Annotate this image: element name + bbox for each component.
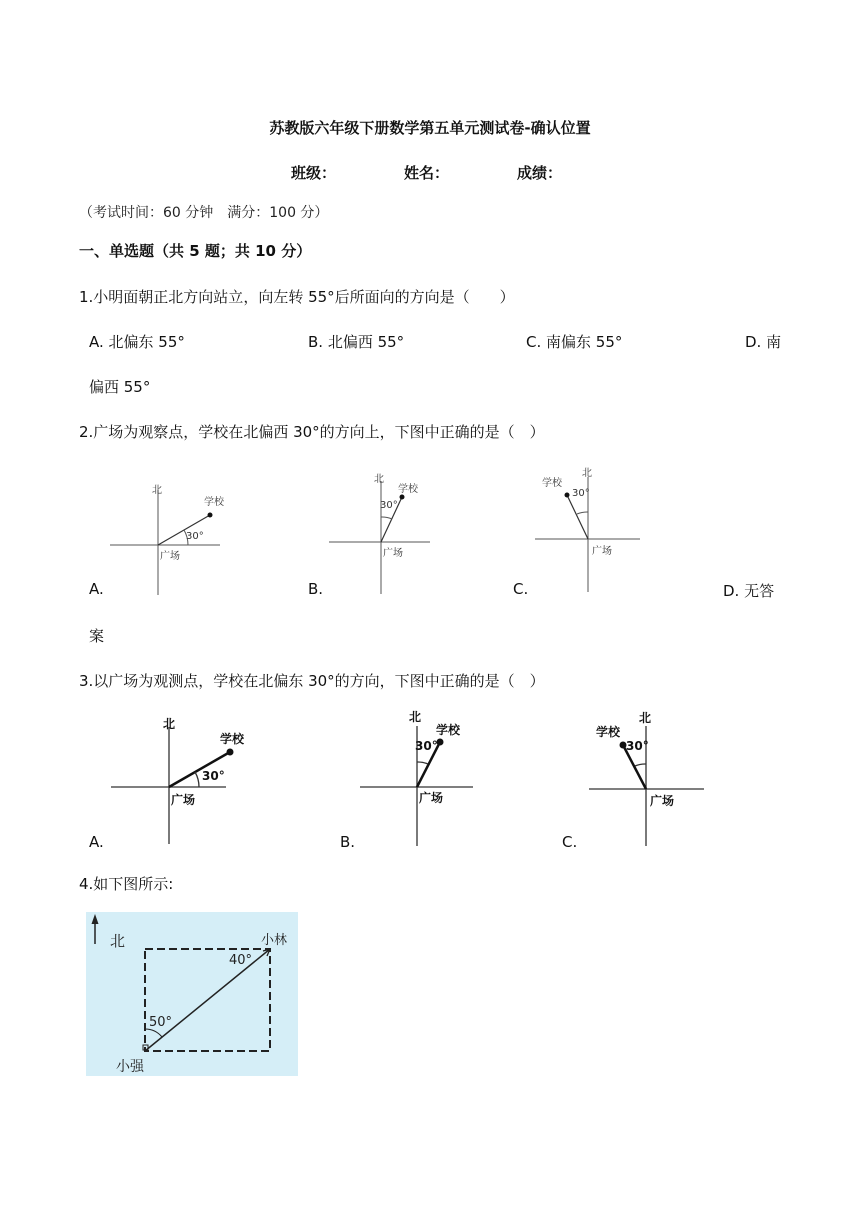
north-label: 北: [639, 711, 652, 725]
angle-label: 30°: [572, 488, 590, 499]
q1-option-a: A. 北偏东 55°: [89, 333, 185, 351]
north-label: 北: [152, 485, 162, 496]
q1-option-c: C. 南偏东 55°: [526, 333, 623, 351]
name-label: 姓名：: [404, 164, 450, 182]
q2-diagram-c: [532, 462, 644, 594]
q2-option-d: D. 无答: [723, 582, 775, 600]
exam-info: （考试时间：60 分钟 满分：100 分）: [79, 205, 329, 221]
square-label: 广场: [171, 793, 196, 807]
north-label: 北: [374, 474, 384, 485]
angle50-label: 50°: [149, 1015, 173, 1030]
section-heading: 一、单选题（共 5 题；共 10 分）: [79, 242, 312, 260]
north-label: 北: [110, 932, 126, 950]
question-2: 2.广场为观察点，学校在北偏西 30°的方向上，下图中正确的是（ ）: [79, 423, 545, 441]
school-label: 学校: [204, 497, 224, 508]
question-1: 1.小明面朝正北方向站立，向左转 55°后所面向的方向是（ ）: [79, 288, 515, 306]
q1-option-d: D. 南: [745, 333, 782, 351]
square-label: 广场: [160, 551, 180, 562]
q1-option-d-cont: 偏西 55°: [89, 378, 151, 396]
q4-diagram: [86, 912, 298, 1076]
school-label: 学校: [436, 723, 461, 737]
square-label: 广场: [650, 794, 675, 808]
class-label: 班级：: [291, 164, 337, 182]
angle-label: 30°: [186, 531, 204, 542]
q3-option-b: B.: [340, 833, 356, 851]
q2-option-a: A.: [89, 580, 104, 598]
angle40-label: 40°: [229, 953, 253, 968]
north-label: 北: [582, 468, 592, 479]
page-title: 苏教版六年级下册数学第五单元测试卷-确认位置: [269, 119, 591, 137]
school-label: 学校: [596, 725, 621, 739]
school-label: 学校: [542, 478, 562, 489]
square-label: 广场: [383, 548, 403, 559]
school-label: 学校: [220, 732, 245, 746]
north-label: 北: [409, 710, 422, 724]
angle-label: 30°: [202, 769, 225, 783]
q2-option-b: B.: [308, 580, 324, 598]
question-3: 3.以广场为观测点，学校在北偏东 30°的方向，下图中正确的是（ ）: [79, 672, 545, 690]
school-label: 学校: [398, 484, 418, 495]
angle-label: 30°: [415, 739, 438, 753]
xiaoqiang-label: 小强: [116, 1059, 144, 1075]
q3-diagram-c: [586, 706, 708, 848]
q3-diagram-b: [357, 706, 477, 848]
north-label: 北: [163, 717, 176, 731]
angle-label: 30°: [380, 500, 398, 511]
q1-option-b: B. 北偏西 55°: [308, 333, 405, 351]
q2-diagram-b: [326, 466, 436, 596]
question-4: 4.如下图所示:: [79, 875, 174, 893]
q2-diagram-a: [100, 470, 230, 598]
score-label: 成绩：: [517, 164, 563, 182]
q3-diagram-a: [108, 712, 250, 850]
square-label: 广场: [419, 791, 444, 805]
q3-option-c: C.: [562, 833, 578, 851]
angle-label: 30°: [626, 739, 649, 753]
xiaolin-label: 小林: [261, 933, 288, 948]
square-label: 广场: [592, 546, 612, 557]
q2-option-c: C.: [513, 580, 529, 598]
q3-option-a: A.: [89, 833, 104, 851]
q2-option-d-cont: 案: [89, 627, 105, 645]
